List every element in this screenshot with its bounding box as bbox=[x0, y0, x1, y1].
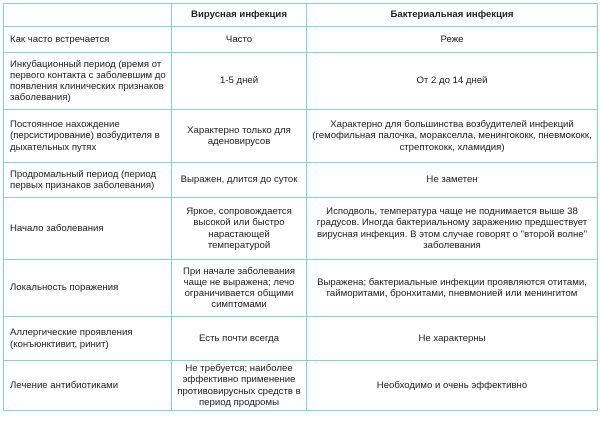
row-label: Инкубационный период (время от первого контакта с заболевшим до появления клинических признаков заболевания) bbox=[4, 53, 172, 110]
bacterial-cell: Характерно для большинства возбудителей инфекций (гемофильная палочка, моракселла, менингококк, пневмококк, стрептококк, хламидия) bbox=[307, 110, 598, 163]
viral-cell: Яркое, сопровождается высокой или быстро нарастающей температурой bbox=[172, 198, 307, 260]
table-row bbox=[4, 198, 598, 260]
row-label: Аллергические проявления (конъюнктивит, ринит) bbox=[4, 317, 172, 361]
bacterial-cell: Не характерны bbox=[307, 317, 598, 361]
viral-cell: Не требуется; наиболее эффективно применение противовирусных средств в период продромы bbox=[172, 361, 307, 411]
viral-cell: Часто bbox=[172, 27, 307, 53]
row-label: Лечение антибиотиками bbox=[4, 361, 172, 411]
row-label: Локальность поражения bbox=[4, 260, 172, 317]
table-row bbox=[4, 110, 598, 163]
header-cell-empty bbox=[4, 4, 172, 27]
table-row bbox=[4, 317, 598, 361]
row-label: Постоянное нахождение (персистирование) возбудителя в дыхательных путях bbox=[4, 110, 172, 163]
viral-cell: Есть почти всегда bbox=[172, 317, 307, 361]
table-row bbox=[4, 361, 598, 411]
table-row bbox=[4, 260, 598, 317]
header-bacterial: Бактериальная инфекция bbox=[307, 4, 598, 27]
row-label: Продромальный период (период первых признаков заболевания) bbox=[4, 163, 172, 198]
viral-cell: Выражен, длится до суток bbox=[172, 163, 307, 198]
table-row bbox=[4, 27, 598, 53]
header-row bbox=[4, 4, 598, 27]
comparison-table bbox=[3, 3, 598, 411]
row-label: Начало заболевания bbox=[4, 198, 172, 260]
viral-cell: Характерно только для аденовирусов bbox=[172, 110, 307, 163]
viral-cell: 1-5 дней bbox=[172, 53, 307, 110]
table-row bbox=[4, 163, 598, 198]
bacterial-cell: Реже bbox=[307, 27, 598, 53]
bacterial-cell: Необходимо и очень эффективно bbox=[307, 361, 598, 411]
row-label: Как часто встречается bbox=[4, 27, 172, 53]
table-row bbox=[4, 53, 598, 110]
bacterial-cell: От 2 до 14 дней bbox=[307, 53, 598, 110]
bacterial-cell: Выражена; бактериальные инфекции проявляются отитами, гайморитами, бронхитами, пневмонией или менингитом bbox=[307, 260, 598, 317]
viral-cell: При начале заболевания чаще не выражена; лечо ограничивается общими симптомами bbox=[172, 260, 307, 317]
bacterial-cell: Исподволь, температура чаще не поднимается выше 38 градусов. Иногда бактериальному заражению предшествует вирусная инфекция. В этом случае говорят о "второй волне" заболевания bbox=[307, 198, 598, 260]
bacterial-cell: Не заметен bbox=[307, 163, 598, 198]
header-viral: Вирусная инфекция bbox=[172, 4, 307, 27]
